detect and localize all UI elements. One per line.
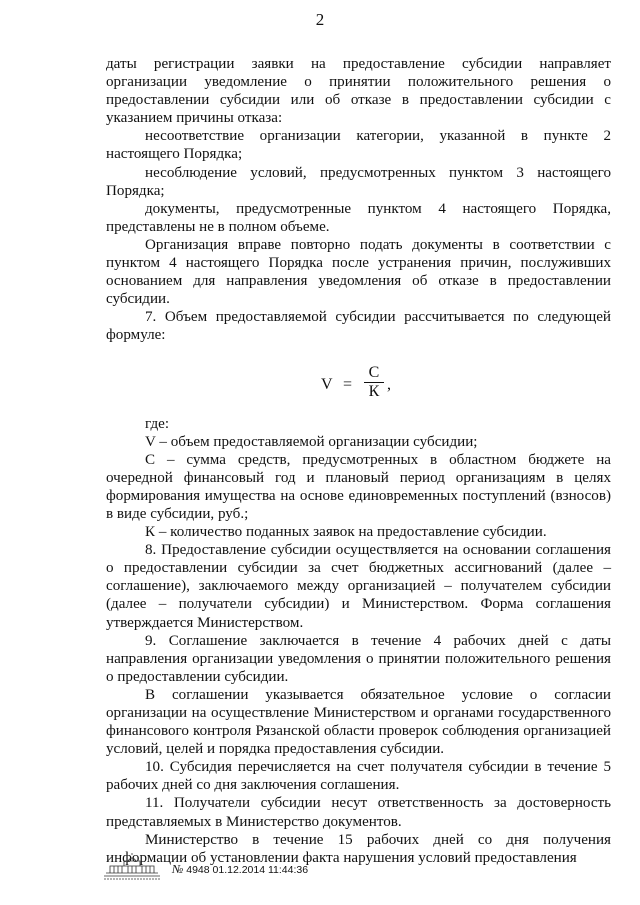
paragraph: 7. Объем предоставляемой субсидии рассчитывается по следующей формуле: xyxy=(106,309,611,344)
paragraph: несоблюдение условий, предусмотренных пунктом 3 настоящего Порядка; xyxy=(106,164,611,199)
formula-lhs: V xyxy=(321,375,333,393)
registration-number-datetime: 4948 01.12.2014 11:44:36 xyxy=(186,864,309,876)
paragraph: 9. Соглашение заключается в течение 4 рабочих дней с даты направления организации уведомления о принятии положительного решения о предоставлении субсидии. xyxy=(106,632,611,685)
paragraph: где: xyxy=(145,415,170,432)
paragraph: 11. Получатели субсидии несут ответственность за достоверность представляемых в Министерство документов. xyxy=(106,795,611,830)
building-emblem-icon xyxy=(100,852,164,880)
paragraph: V – объем предоставляемой организации субсидии; xyxy=(145,433,478,450)
registration-footer xyxy=(100,852,340,882)
registration-stamp xyxy=(172,862,308,877)
paragraph: несоответствие организации категории, указанной в пункте 2 настоящего Порядка; xyxy=(106,128,611,163)
paragraph: документы, предусмотренные пунктом 4 настоящего Порядка, представлены не в полном объеме. xyxy=(106,200,611,235)
paragraph: Министерство в течение 15 рабочих дней со дня получения информации об установлении факта нарушения условий предоставления xyxy=(106,831,611,866)
paragraph: С – сумма средств, предусмотренных в областном бюджете на очередной финансовый год и плановый период организациям в целях формирования имущества на основе единовременных поступлений (взносов) в виде субсидии, руб.; xyxy=(106,451,611,522)
number-symbol: № xyxy=(172,862,184,876)
paragraph: 8. Предоставление субсидии осуществляется на основании соглашения о предоставлении субсидии за счет бюджетных ассигнований (далее – соглашение), заключаемого между организацией – получателем субсидии (далее – получатели субсидии) и Министерством. Форма соглашения утверждается Министерством. xyxy=(106,542,611,631)
paragraph: К – количество поданных заявок на предоставление субсидии. xyxy=(145,524,547,541)
formula-fraction xyxy=(363,364,385,401)
document-body xyxy=(106,55,611,867)
subsidy-formula xyxy=(106,345,611,415)
paragraph: Организация вправе повторно подать документы в соответствии с пунктом 4 настоящего Порядка после устранения причин, послуживших основанием для направления уведомления об отказе в предоставлении субсидии. xyxy=(106,236,611,308)
formula-numerator: C xyxy=(368,363,380,381)
paragraph: даты регистрации заявки на предоставление субсидии направляет организации уведомление о принятии положительного решения о предоставлении субсидии или об отказе в предоставлении субсидии с указанием причины отказа: xyxy=(106,56,611,127)
formula-denominator: К xyxy=(368,382,380,400)
paragraph: В соглашении указывается обязательное условие о согласии организации на осуществление Министерством и органами государственного финансового контроля Рязанской области проверок соблюдения организацией условий, целей и порядка предоставления субсидии. xyxy=(106,686,611,758)
page-number: 2 xyxy=(315,10,325,29)
formula-equals: = xyxy=(343,375,353,393)
paragraphs-bottom xyxy=(106,415,611,867)
formula-comma: , xyxy=(387,375,391,393)
paragraphs-top xyxy=(106,55,611,345)
paragraph: 10. Субсидия перечисляется на счет получателя субсидии в течение 5 рабочих дней со дня заключения соглашения. xyxy=(106,759,611,794)
